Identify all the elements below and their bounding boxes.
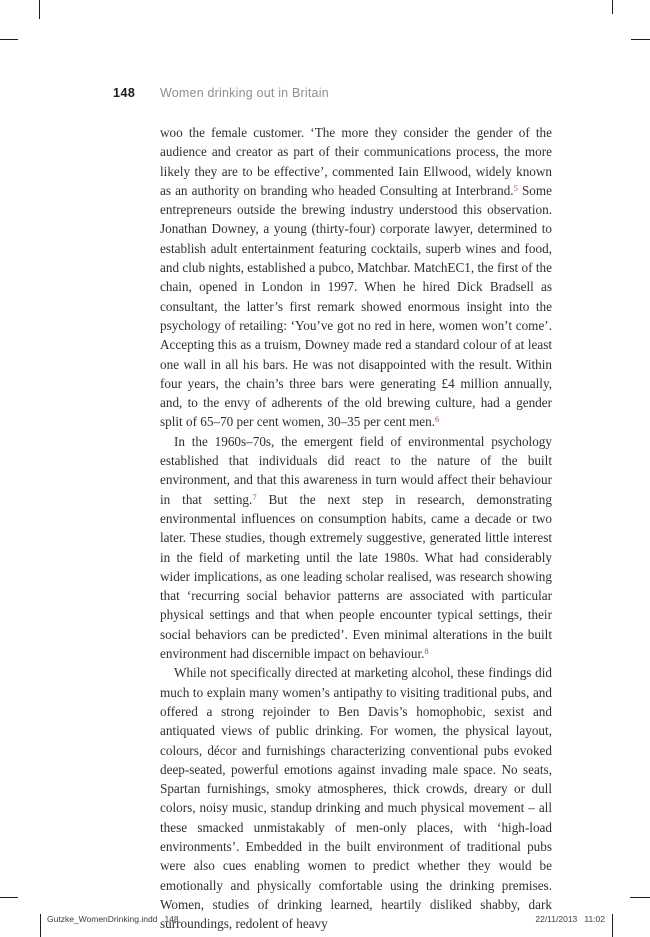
running-head-title: Women drinking out in Britain xyxy=(160,86,329,100)
proof-footer xyxy=(0,912,650,926)
body-paragraph: woo the female customer. ‘The more they consider the gender of the audience and creator as part of their communications process, the more likely they are to be effective’, commented Iain Ellwood, widely known as an authority on branding who headed Consulting at Interbrand.$^5$ Some entrepreneurs outside the brewing industry understood this observation. Jonathan Downey, a young (thirty-four) corporate lawyer, determined to establish adult entertainment featuring cocktails, superb wines and food, and club nights, established a pubco, Matchbar. MatchEC1, the first of the chain, opened in London in 1997. When he hired Dick Bradsell as consultant, the latter’s first remark showed enormous insight into the psychology of retailing: ‘You’ve got no red in here, women won’t come’. Accepting this as a truism, Downey made red a standard colour of at least one wall in all his bars. He was not disappointed with the result. Within four years, the chain’s three bars were generating £4 million annually, and, to the envy of adherents of the old brewing culture, had a gender split of 65–70 per cent women, 30–35 per cent men.$^6$ xyxy=(160,125,552,430)
footnote-marker: 8 xyxy=(424,646,429,657)
body-paragraph: In the 1960s–70s, the emergent field of environmental psychology established that individuals did react to the nature of the built environment, and that this awareness in turn would affect their behaviour in that setting.$^7$ But the next step in research, demonstrating environmental influences on consumption habits, came a decade or two later. These studies, though extremely suggestive, generated little interest in the field of marketing until the late 1980s. What had considerably wider implications, as one leading scholar realised, was research showing that ‘recurring social behavior patterns are associated with particular physical settings and that when people encounter typical settings, their social behaviors can be predicted’. Even minimal alterations in the built environment had discernible impact on behaviour.$^8$ xyxy=(160,433,552,662)
footer-datetime: 22/11/2013 11:02 xyxy=(535,914,605,924)
body-paragraph: While not specifically directed at marketing alcohol, these findings did much to explain many women’s antipathy to visiting traditional pubs, and offered a strong rejoinder to Ben Davis’s homophobic, sexist and antiquated views of public drinking. For women, the physical layout, colours, décor and furnishings characterizing conventional pubs evoked deep-seated, powerful emotions against invading male space. No seats, Spartan furnishings, smoky atmospheres, thick crowds, dreary or dull colors, noisy music, standup drinking and much physical movement – all these smacked unmistakably of men-only places, with ‘high-load environments’. Embedded in the built environment of traditional pubs were also cues enabling women to predict whether they would be emotionally and physically comfortable using the drinking premises. Women, studies of drinking learned, heartily disliked shabby, dark surroundings, redolent of heavy xyxy=(160,665,552,932)
page-number: 148 xyxy=(113,86,136,100)
body-text xyxy=(160,123,552,933)
crop-mark-top-right-vertical xyxy=(612,0,613,14)
crop-mark-bottom-right-horizontal xyxy=(630,897,650,898)
crop-mark-top-right-horizontal xyxy=(631,39,650,40)
running-header xyxy=(0,86,650,102)
footnote-marker: 5 xyxy=(513,182,518,193)
crop-mark-top-left-horizontal xyxy=(0,39,18,40)
crop-mark-top-left-vertical xyxy=(39,0,40,19)
footer-filename: Gutzke_WomenDrinking.indd 148 xyxy=(47,914,179,924)
footnote-marker: 6 xyxy=(435,414,440,425)
crop-mark-bottom-left-horizontal xyxy=(0,897,18,898)
footnote-marker: 7 xyxy=(252,491,257,502)
